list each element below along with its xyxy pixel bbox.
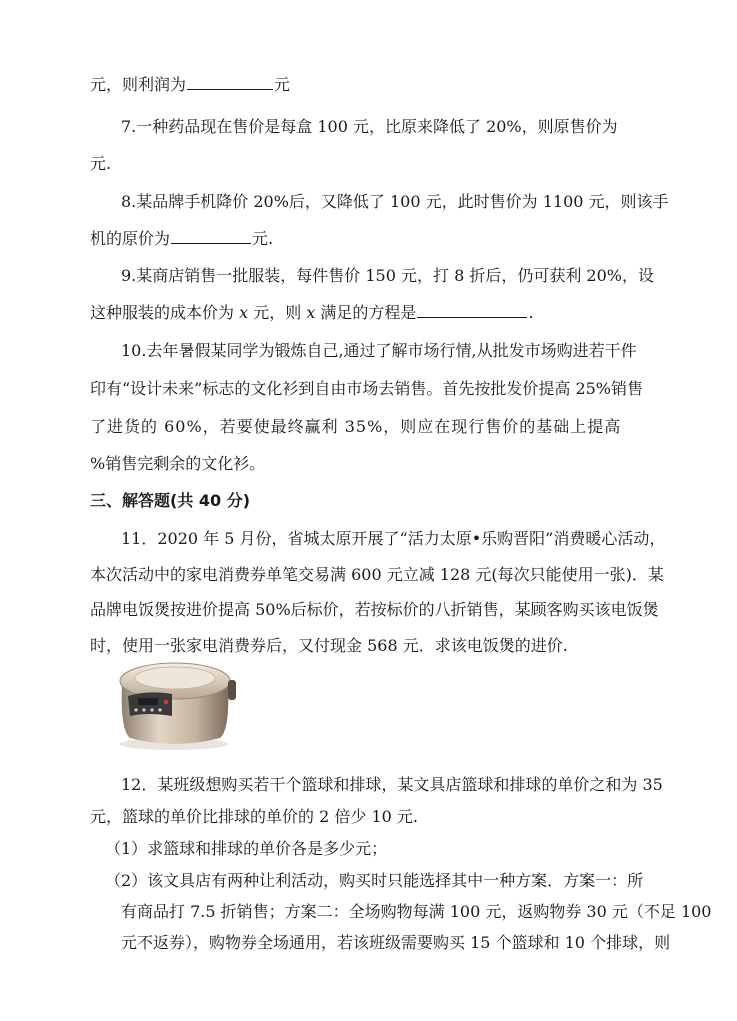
- text: 满足的方程是: [315, 303, 417, 322]
- q9-line-2: [0, 301, 737, 325]
- text: 元: [274, 75, 291, 94]
- text: 机的原价为: [90, 229, 171, 248]
- q12-line-1: 12．某班级想购买若干个篮球和排球，某文具店篮球和排球的单价之和为 35: [121, 775, 663, 794]
- rice-cooker-illustration: [108, 650, 243, 752]
- q8-line-2: [0, 227, 737, 251]
- answer-blank: [187, 73, 273, 90]
- q8-line-1: 8.某品牌手机降价 20%后，又降低了 100 元，此时售价为 1100 元，则该手: [121, 192, 669, 211]
- text: .: [528, 303, 534, 322]
- q10-line-3: 了进货的 60%，若要使最终赢利 35%，则应在现行售价的基础上提高: [90, 417, 622, 436]
- q12-line-6: 元不返券），购物券全场通用，若该班级需要购买 15 个篮球和 10 个排球，则: [121, 933, 671, 952]
- section-heading: 三、解答题(共 40 分): [90, 491, 251, 510]
- answer-blank: [417, 301, 527, 318]
- q6-tail-line: [0, 73, 737, 97]
- q10-line-4: %销售完剩余的文化衫。: [90, 454, 266, 473]
- q10-line-2: 印有“设计未来”标志的文化衫到自由市场去销售。首先按批发价提高 25%销售: [90, 379, 644, 398]
- q10-line-1: 10.去年暑假某同学为锻炼自己,通过了解市场行情,从批发市场购进若干件: [121, 341, 637, 360]
- q12-line-2: 元，篮球的单价比排球的单价的 2 倍少 10 元.: [90, 807, 418, 826]
- text: 元.: [252, 229, 274, 248]
- variable-x: x: [239, 303, 249, 322]
- q12-line-5: 有商品打 7.5 折销售；方案二：全场购物每满 100 元，返购物券 30 元（不足 100: [121, 902, 712, 921]
- q9-line-1: 9.某商店销售一批服装，每件售价 150 元，打 8 折后，仍可获利 20%，设: [121, 266, 654, 285]
- q11-line-3: 品牌电饭煲按进价提高 50%后标价，若按标价的八折销售，某顾客购买该电饭煲: [90, 600, 659, 619]
- q12-line-4: （2）该文具店有两种让利活动，购买时只能选择其中一种方案．方案一：所: [105, 871, 644, 890]
- answer-blank: [171, 227, 251, 244]
- q7-line-2: 元.: [90, 154, 112, 173]
- text: 元，则利润为: [90, 75, 187, 94]
- q12-line-3: （1）求篮球和排球的单价各是多少元；: [105, 839, 388, 858]
- q7-line-1: 7.一种药品现在售价是每盒 100 元，比原来降低了 20%，则原售价为: [121, 117, 618, 136]
- text: 元，则: [248, 303, 307, 322]
- q11-line-2: 本次活动中的家电消费券单笔交易满 600 元立减 128 元(每次只能使用一张)．某: [90, 565, 664, 584]
- variable-x: x: [306, 303, 316, 322]
- text: 这种服装的成本价为: [90, 303, 240, 322]
- q11-line-4: 时，使用一张家电消费券后，又付现金 568 元．求该电饭煲的进价.: [90, 636, 568, 655]
- q11-line-1: 11．2020 年 5 月份，省城太原开展了“活力太原•乐购晋阳”消费暖心活动，: [121, 529, 666, 548]
